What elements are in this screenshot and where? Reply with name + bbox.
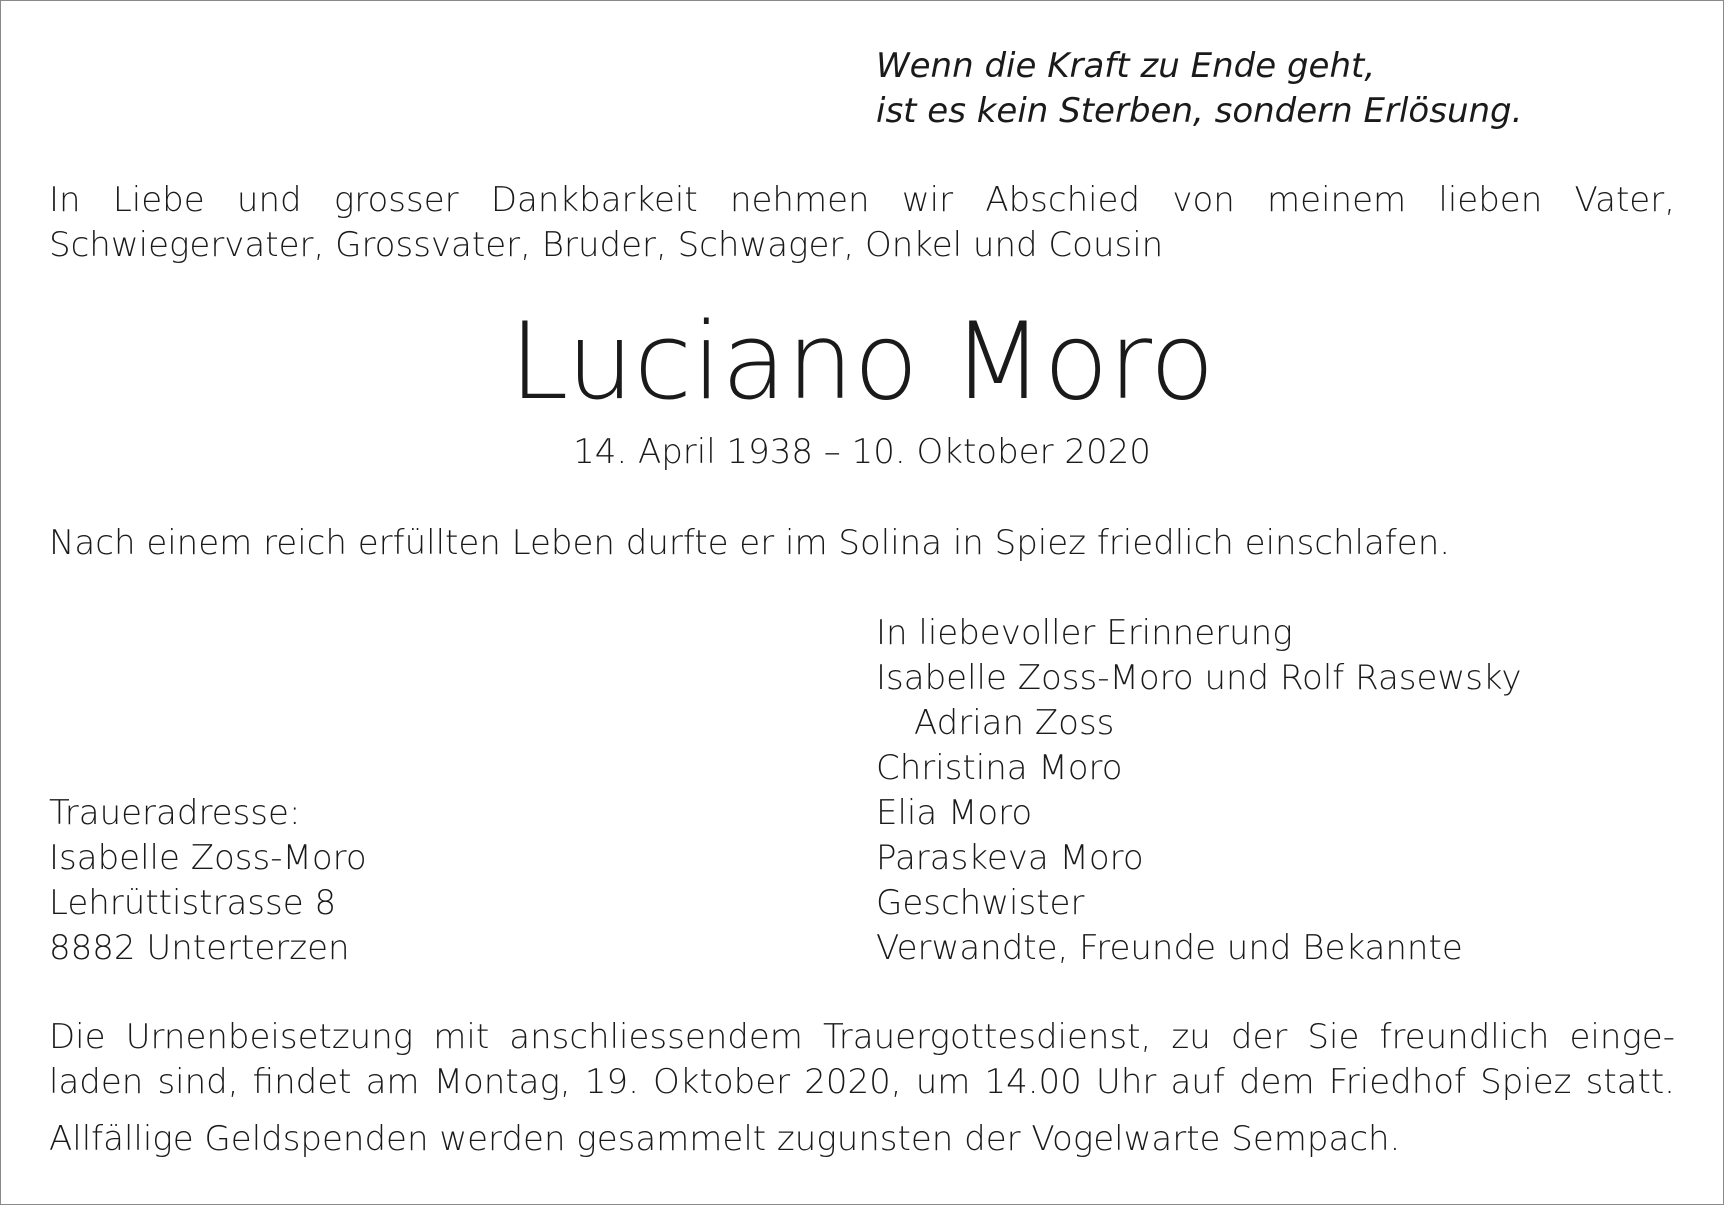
mourners-heading: In liebevoller Erinnerung — [876, 613, 1293, 653]
life-dates: 14. April 1938 – 10. Oktober 2020 — [573, 432, 1151, 472]
service-line-1: Die Urnenbeisetzung mit anschliessendem Trauergottesdienst, zu der Sie freundlich einge- — [49, 1017, 1675, 1057]
mourner-name: Elia Moro — [876, 793, 1033, 833]
intro-line-1: In Liebe und grosser Dankbarkeit nehmen wir Abschied von meinem lieben Vater, — [49, 180, 1675, 220]
service-line-2: laden sind, findet am Montag, 19. Oktober 2020, um 14.00 Uhr auf dem Friedhof Spiez statt. — [49, 1062, 1675, 1102]
mourner-name: Isabelle Zoss-Moro und Rolf Rasewsky — [876, 658, 1522, 698]
life-statement: Nach einem reich erfüllten Leben durfte er im Solina in Spiez friedlich einschlafen. — [49, 523, 1451, 563]
mourner-name: Christina Moro — [876, 748, 1123, 788]
address-name: Isabelle Zoss-Moro — [49, 838, 367, 878]
mourner-name: Paraskeva Moro — [876, 838, 1144, 878]
intro-line-2: Schwiegervater, Grossvater, Bruder, Schwager, Onkel und Cousin — [49, 225, 1164, 265]
donation-note: Allfällige Geldspenden werden gesammelt zugunsten der Vogelwarte Sempach. — [49, 1119, 1401, 1159]
address-street: Lehrüttistrasse 8 — [49, 883, 337, 923]
intro-paragraph — [49, 178, 1675, 268]
mourner-name: Geschwister — [876, 883, 1085, 923]
address-city: 8882 Unterterzen — [49, 928, 350, 968]
mourners-list — [876, 611, 1522, 971]
mourning-address — [49, 791, 367, 971]
poem-quote — [876, 44, 1522, 134]
address-label: Traueradresse: — [49, 793, 301, 833]
service-paragraph — [49, 1015, 1675, 1105]
deceased-name: Luciano Moro — [509, 300, 1215, 423]
poem-line-2: ist es kein Sterben, sondern Erlösung. — [876, 91, 1523, 131]
poem-line-1: Wenn die Kraft zu Ende geht, — [876, 46, 1376, 86]
mourner-name: Adrian Zoss — [914, 703, 1115, 743]
mourner-name: Verwandte, Freunde und Bekannte — [876, 928, 1463, 968]
